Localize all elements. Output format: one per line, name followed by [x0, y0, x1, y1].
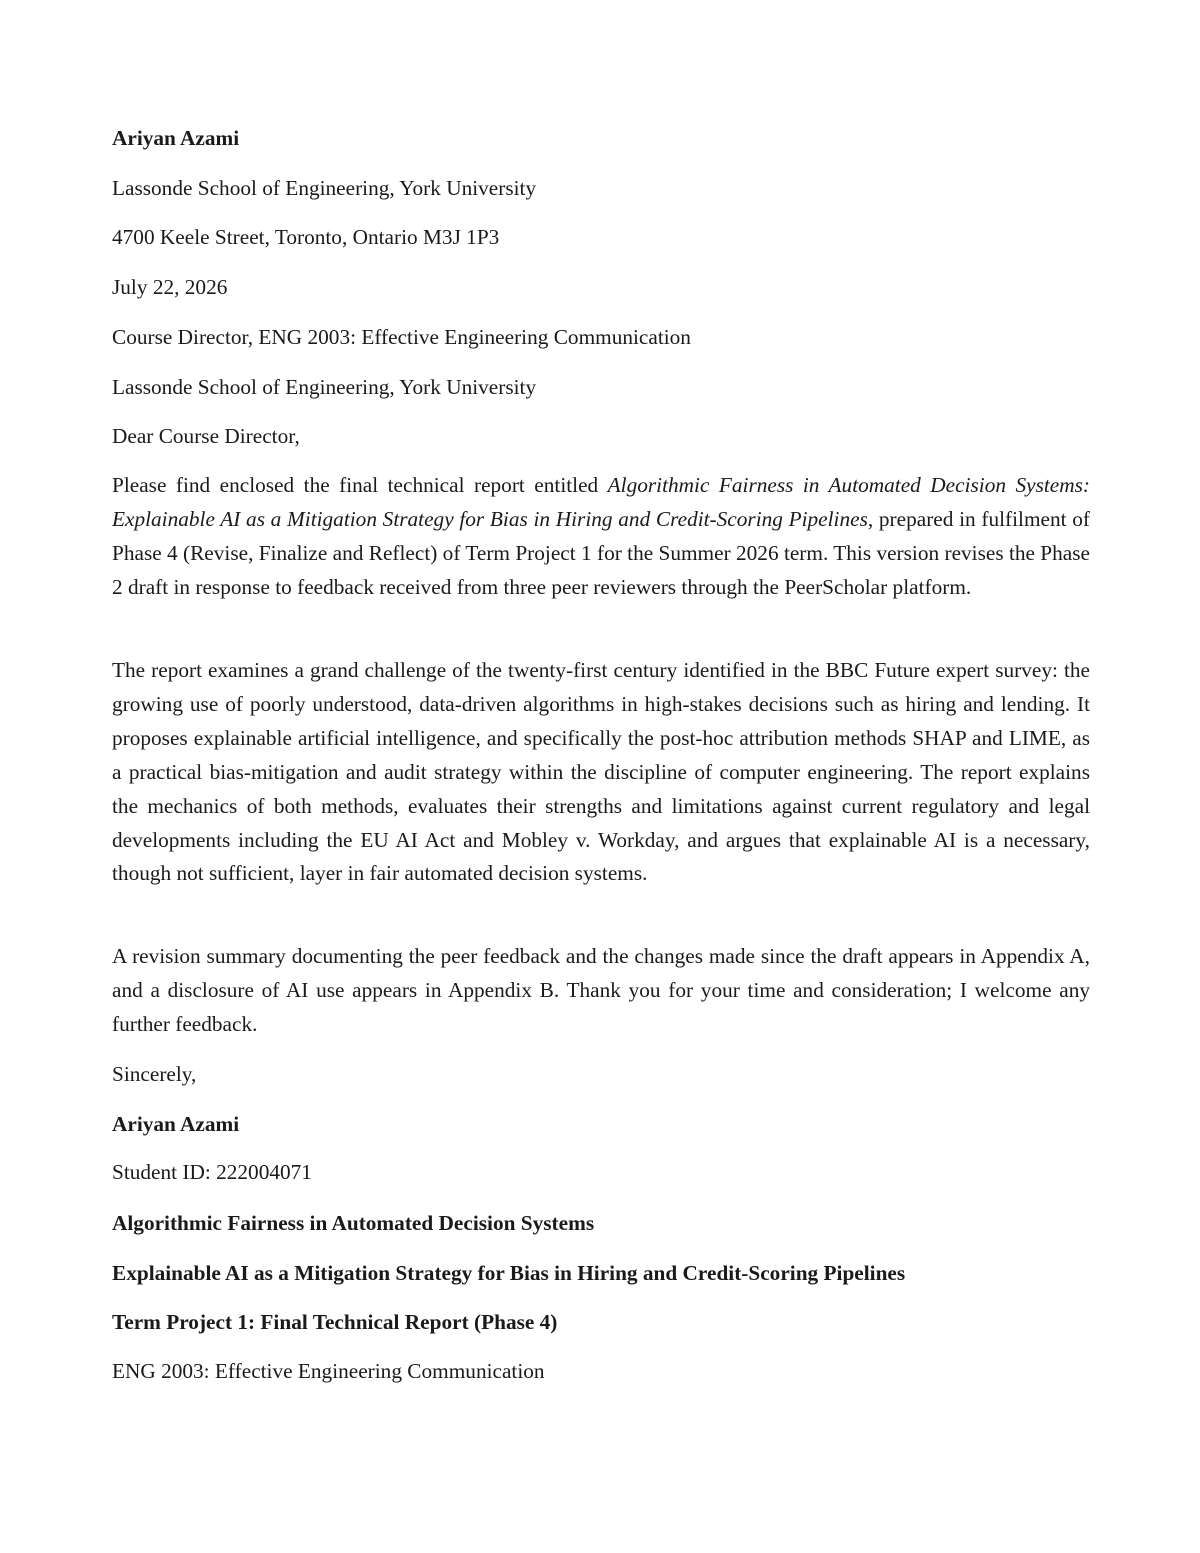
closing: Sincerely, — [112, 1062, 197, 1086]
sender-name: Ariyan Azami — [112, 126, 240, 150]
salutation: Dear Course Director, — [112, 424, 300, 448]
body-paragraph-1 — [112, 469, 1090, 605]
sender-address: 4700 Keele Street, Toronto, Ontario M3J 1P3 — [112, 225, 500, 249]
report-subtitle: Explainable AI as a Mitigation Strategy for Bias in Hiring and Credit-Scoring Pipelines — [112, 1261, 906, 1285]
sender-institution: Lassonde School of Engineering, York University — [112, 176, 537, 200]
report-title: Algorithmic Fairness in Automated Decision Systems — [112, 1211, 595, 1235]
letter-date: July 22, 2026 — [112, 275, 228, 299]
p1-lead: Please find enclosed the final technical report entitled — [112, 473, 608, 497]
signature-name: Ariyan Azami — [112, 1112, 240, 1136]
p1-rest: , prepared in fulfilment of Phase 4 (Revise, Finalize and Reflect) of Term Project 1 for the Summer 2026 term. This version revises the Phase 2 draft in response to feedback received from three peer reviewers through the PeerScholar platform. — [112, 506, 1090, 599]
student-id: Student ID: 222004071 — [112, 1160, 312, 1184]
body-paragraph-2: The report examines a grand challenge of the twenty-first century identified in the BBC Future expert survey: the growing use of poorly understood, data-driven algorithms in high-stakes decisions such as hiring and lending. It proposes explainable artificial intelligence, and specifically the post-hoc attribution methods SHAP and LIME, as a practical bias-mitigation and audit strategy within the discipline of computer engineering. The report explains the mechanics of both methods, evaluates their strengths and limitations against current regulatory and legal developments including the EU AI Act and Mobley v. Workday, and argues that explainable AI is a necessary, though not sufficient, layer in fair automated decision systems. — [112, 658, 1090, 886]
report-type: Term Project 1: Final Technical Report (Phase 4) — [112, 1310, 558, 1334]
body-paragraph-3: A revision summary documenting the peer feedback and the changes made since the draft appears in Appendix A, and a disclosure of AI use appears in Appendix B. Thank you for your time and consideration; I welcome any further feedback. — [112, 944, 1090, 1036]
course-name: ENG 2003: Effective Engineering Communication — [112, 1359, 545, 1383]
report-title-italic: Algorithmic Fairness in Automated Decision Systems: Explainable AI as a Mitigation Strategy for Bias in Hiring and Credit-Scoring Pipelines — [112, 473, 1090, 531]
recipient-institution: Lassonde School of Engineering, York University — [112, 375, 537, 399]
recipient-title: Course Director, ENG 2003: Effective Engineering Communication — [112, 325, 691, 349]
